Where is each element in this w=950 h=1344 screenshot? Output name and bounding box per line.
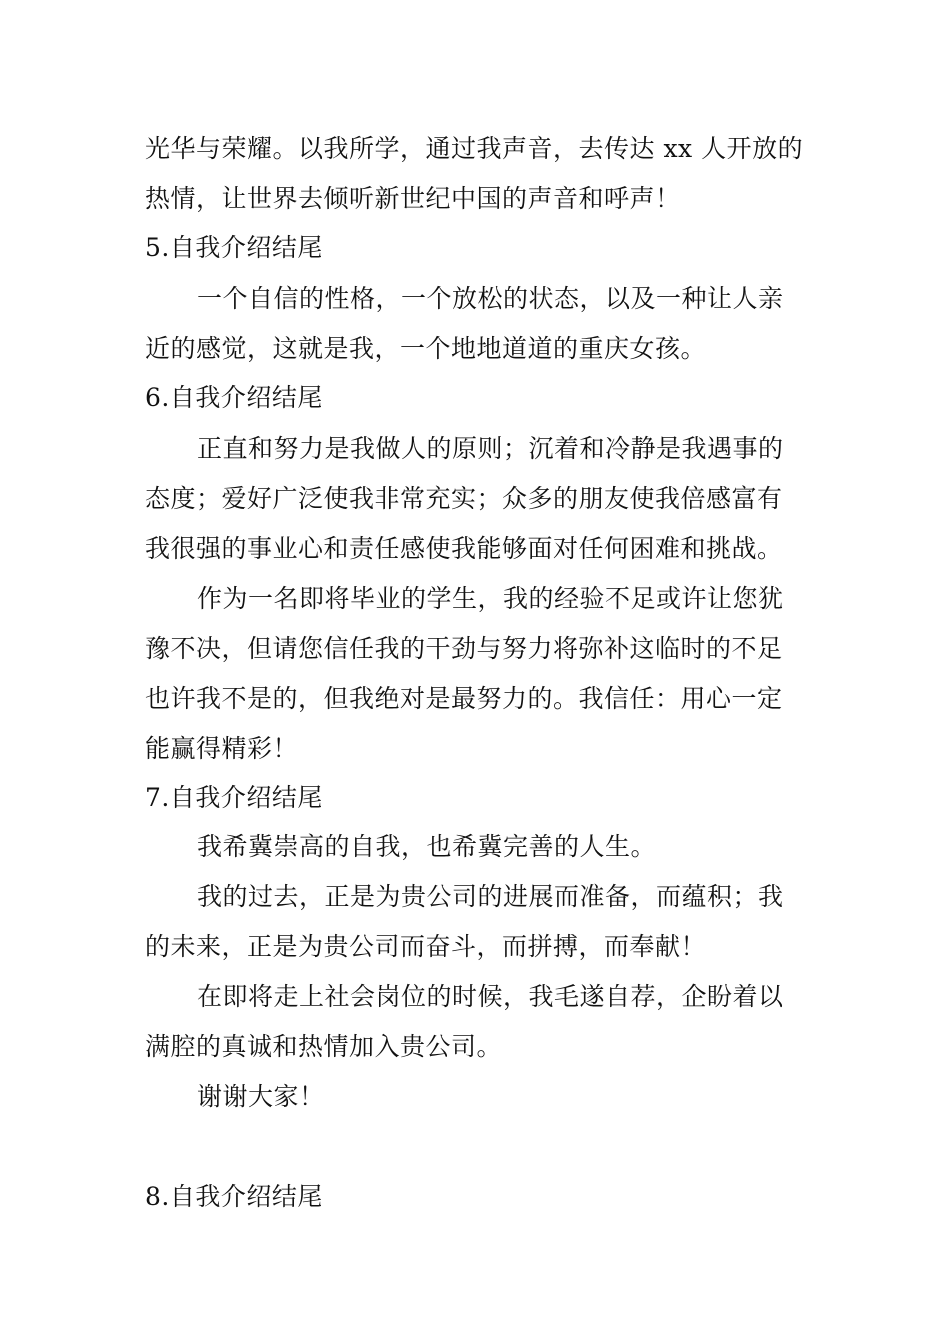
paragraph-line: 能赢得精彩！	[145, 734, 299, 763]
paragraph-line: 在即将走上社会岗位的时候，我毛遂自荐，企盼着以	[197, 982, 784, 1011]
paragraph-line: 作为一名即将毕业的学生，我的经验不足或许让您犹	[197, 584, 784, 613]
section-heading: 5.自我介绍结尾	[145, 233, 323, 262]
paragraph-line: 光华与荣耀。以我所学，通过我声音，去传达 xx 人开放的	[145, 134, 804, 163]
paragraph-line: 正直和努力是我做人的原则；沉着和冷静是我遇事的	[197, 434, 784, 463]
paragraph-line: 豫不决，但请您信任我的干劲与努力将弥补这临时的不足	[145, 634, 783, 663]
paragraph-line: 谢谢大家！	[197, 1082, 325, 1111]
paragraph-line: 的未来，正是为贵公司而奋斗，而拼搏，而奉献！	[145, 932, 707, 961]
paragraph-line: 近的感觉，这就是我，一个地地道道的重庆女孩。	[145, 334, 707, 363]
paragraph-line: 我的过去，正是为贵公司的进展而准备，而蕴积；我	[197, 882, 784, 911]
paragraph-line: 热情，让世界去倾听新世纪中国的声音和呼声！	[145, 184, 681, 213]
paragraph-line: 一个自信的性格，一个放松的状态，以及一种让人亲	[197, 284, 784, 313]
paragraph-line: 我很强的事业心和责任感使我能够面对任何困难和挑战。	[145, 534, 783, 563]
paragraph-line: 我希冀崇高的自我，也希冀完善的人生。	[197, 832, 657, 861]
paragraph-line: 态度；爱好广泛使我非常充实；众多的朋友使我倍感富有	[145, 484, 783, 513]
paragraph-line: 满腔的真诚和热情加入贵公司。	[145, 1032, 503, 1061]
section-heading: 7.自我介绍结尾	[145, 783, 323, 812]
section-heading: 6.自我介绍结尾	[145, 383, 323, 412]
section-heading: 8.自我介绍结尾	[145, 1182, 323, 1211]
paragraph-line: 也许我不是的，但我绝对是最努力的。我信任：用心一定	[145, 684, 783, 713]
